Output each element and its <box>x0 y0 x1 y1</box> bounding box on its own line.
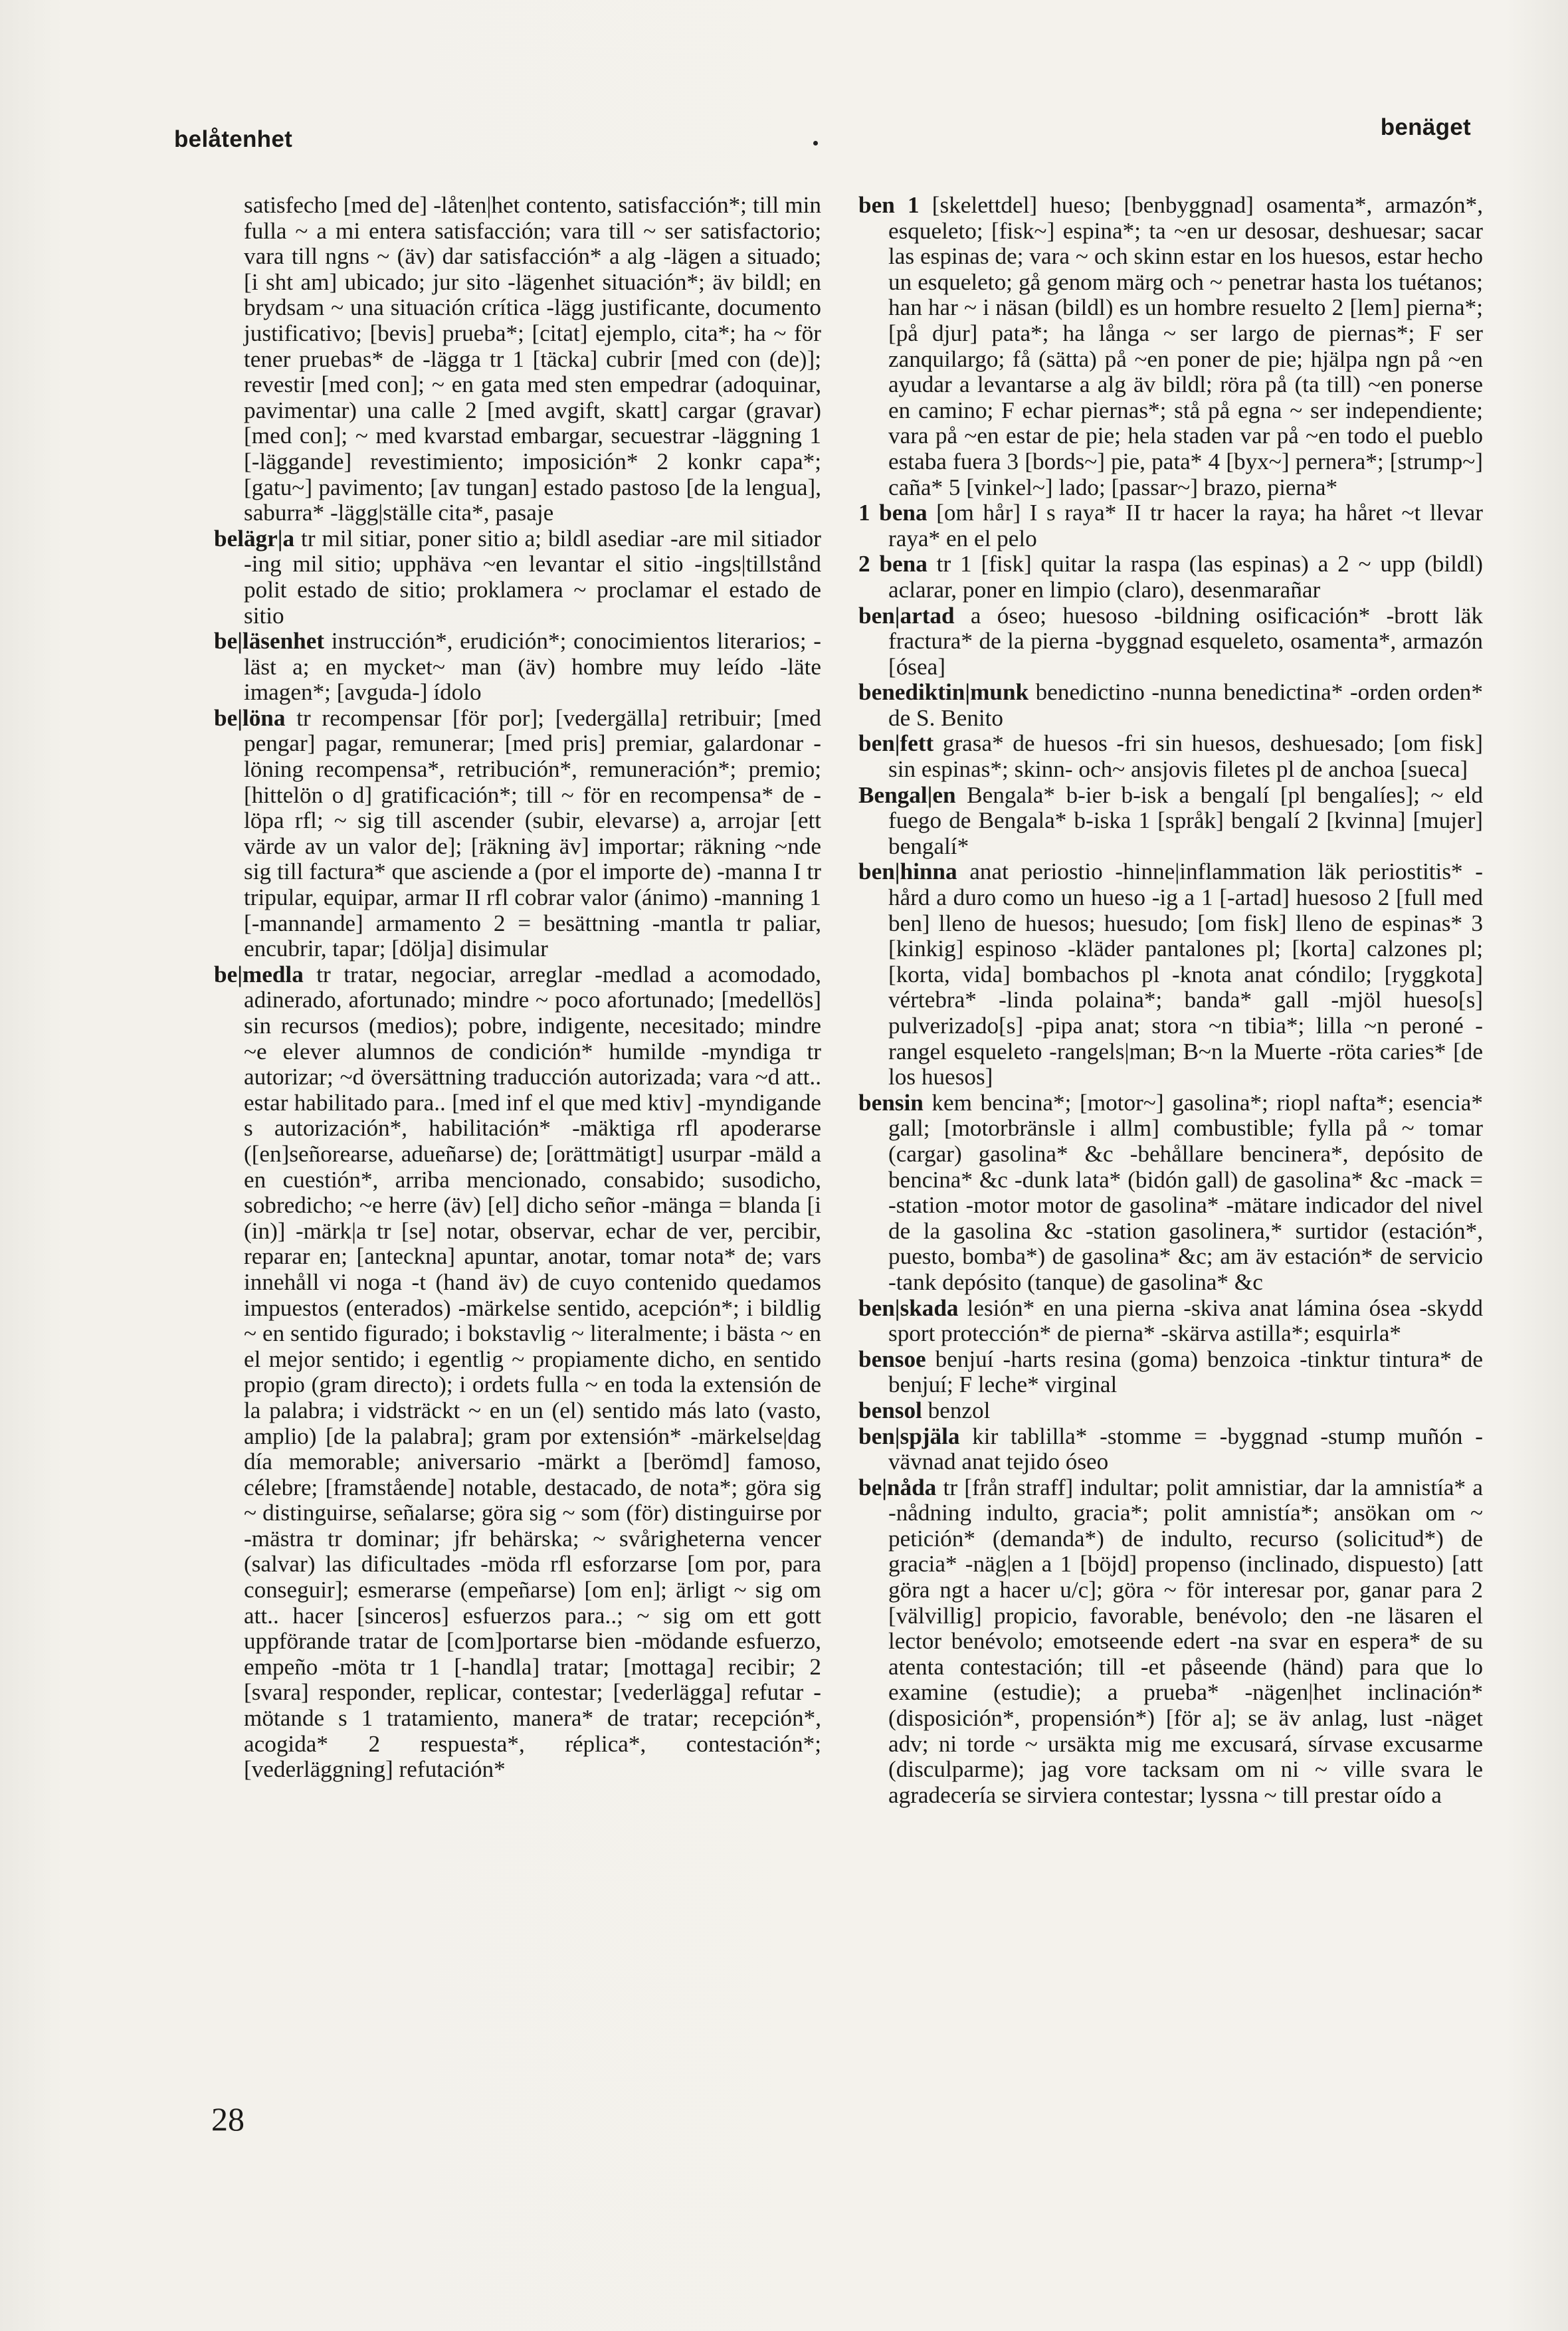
entry-headword: be|medla <box>214 961 304 987</box>
entry-text: anat periostio -hinne|inflammation läk periostitis* -hård a duro como un hueso -ig a 1 [-artad] huesoso 2 [full med ben] lleno de huesos; huesudo; [om fisk] lleno de espinas* 3 [kinkig] espinoso -kläder pantalones pl; [korta] calzones pl; [korta, vida] bombachos pl -knota anat cóndilo; [ryggkota] vértebra* -linda polaina*; banda* gall -mjöl hueso[s] pulverizado[s] -pipa anat; stora ~n tibia*; lilla ~n peroné -rangel esqueleto -rangels|man; B~n la Muerte -röta caries* [de los huesos] <box>888 859 1483 1090</box>
dictionary-entry <box>858 1424 1483 1475</box>
dictionary-entry <box>858 193 1483 500</box>
entry-headword: be|löna <box>214 704 286 731</box>
entry-text: tr mil sitiar, poner sitio a; bildl asediar -are mil sitiador -ing mil sitio; upphäva ~en levantar el sitio -ings|tillstånd polit estado de sitio; proklamera ~ proclamar el estado de sitio <box>244 525 821 629</box>
entry-headword: ben|artad <box>858 602 955 629</box>
entry-text: lesión* en una pierna -skiva anat lámina ósea -skydd sport protección* de pierna* -skärva astilla*; esquirla* <box>888 1294 1483 1347</box>
entry-headword: ben 1 <box>858 192 920 218</box>
entry-text: grasa* de huesos -fri sin huesos, deshuesado; [om fisk] sin espinas*; skinn- och~ ansjovis filetes pl de anchoa [sueca] <box>888 730 1483 783</box>
dictionary-entry <box>858 731 1483 782</box>
entry-text: kem bencina*; [motor~] gasolina*; riopl nafta*; esencia* gall; [motorbränsle i allm] combustible; fylla på ~ tomar (cargar) gasolina* &c -behållare bencinera*, depósito de bencina* &c -dunk lata* (bidón gall) de gasolina* &c -mack = -station -motor motor de gasolina* -mätare indicador del nivel de la gasolina &c -station gasolinera,* surtidor (estación*, puesto, bomba*) de gasolina* &c; am äv estación* de servicio -tank depósito (tanque) de gasolina* &c <box>888 1089 1483 1295</box>
entry-headword: ben|skada <box>858 1294 959 1321</box>
entry-headword: 2 bena <box>858 551 928 577</box>
entry-text: benedictino -nunna benedictina* -orden orden* de S. Benito <box>888 679 1483 731</box>
entry-text: tr 1 [fisk] quitar la raspa (las espinas) a 2 ~ upp (bildl) aclarar, poner en limpio (claro), desenmarañar <box>888 551 1484 603</box>
entry-headword: be|nåda <box>858 1474 937 1500</box>
entry-text: [skelettdel] hueso; [benbyggnad] osamenta*, armazón*, esqueleto; [fisk~] espina*; ta ~en ur desosar, deshuesar; sacar las espinas de; vara ~ och skinn estar en los huesos, estar hecho un esqueleto; gå genom märg och ~ penetrar hasta los tuétanos; han har ~ i näsan (bildl) es un hombre resuelto 2 [lem] pierna*; [på djur] pata*; ha långa ~ ser largo de piernas*; F ser zanquilargo; få (sätta) på ~en poner de pie; hjälpa ngn på ~en ayudar a levantarse a alg äv bildl; röra på (ta till) ~en ponerse en camino; F echar piernas*; stå på egna ~ ser independiente; vara på ~en estar de pie; hela staden var på ~en todo el pueblo estaba fuera 3 [bords~] pie, pata* 4 [byx~] pernera*; [strump~] caña* 5 [vinkel~] lado; [passar~] brazo, pierna* <box>888 192 1484 500</box>
dictionary-entry <box>858 552 1483 603</box>
dictionary-entry <box>858 1090 1483 1296</box>
dictionary-entry <box>858 859 1483 1090</box>
entry-text: instrucción*, erudición*; conocimientos literarios; -läst a; en mycket~ man (äv) hombre muy leído -läte imagen*; [avguda-] ídolo <box>244 628 821 706</box>
entry-headword: bensin <box>858 1089 924 1116</box>
header-dot <box>813 141 818 146</box>
dictionary-entry <box>214 962 821 1783</box>
entry-headword: 1 bena <box>858 500 928 526</box>
left-guide-word: belåtenhet <box>174 126 293 152</box>
page-number: 28 <box>211 2100 245 2138</box>
entry-headword: benediktin|munk <box>858 679 1029 706</box>
dictionary-entry <box>858 1296 1483 1347</box>
dictionary-entry <box>858 783 1483 860</box>
entry-text: benjuí -harts resina (goma) benzoica -tinktur tintura* de benjuí; F leche* virginal <box>888 1346 1483 1398</box>
entry-text: a óseo; huesoso -bildning osificación* -brott läk fractura* de la pierna -byggnad esqueleto, osamenta*, armazón [ósea] <box>888 602 1483 680</box>
dictionary-entry <box>858 680 1483 731</box>
right-guide-word: benäget <box>1380 114 1471 140</box>
entry-text: benzol <box>922 1397 991 1423</box>
dictionary-entry <box>214 629 821 706</box>
left-column <box>214 193 821 1783</box>
entry-headword: bensol <box>858 1397 922 1423</box>
entry-headword: ben|fett <box>858 730 934 757</box>
right-column <box>858 193 1483 1808</box>
dictionary-entry <box>214 526 821 629</box>
entry-text: [om hår] I s raya* II tr hacer la raya; ha håret ~t llevar raya* en el pelo <box>888 500 1483 552</box>
entry-text: kir tablilla* -stomme = -byggnad -stump muñón -vävnad anat tejido óseo <box>888 1423 1483 1475</box>
dictionary-entry <box>214 706 821 962</box>
dictionary-entry <box>214 193 821 526</box>
entry-headword: be|läsenhet <box>214 628 325 655</box>
entry-headword: Bengal|en <box>858 781 956 808</box>
entry-text: tr recompensar [för por]; [vedergälla] retribuir; [med pengar] pagar, remunerar; [med pris] premiar, galardonar -löning recompensa*, retribución*, remuneración*; premio; [hittelön o d] gratificación*; till ~ för en recompensa* de -löpa rfl; ~ sig till ascender (subir, elevarse) a, arrojar [ett värde av un valor de]; [räkning äv] importar; räkning ~nde sig till factura* que asciende a (por el importe de) -manna I tr tripular, equipar, armar II rfl cobrar valor (ánimo) -manning 1 [-mannande] armamento 2 = besättning -mantla tr paliar, encubrir, tapar; [dölja] disimular <box>244 704 821 962</box>
entry-text: Bengala* b-ier b-isk a bengalí [pl bengalíes]; ~ eld fuego de Bengala* b-iska 1 [språk] bengalí 2 [kvinna] [mujer] bengalí* <box>888 781 1483 859</box>
dictionary-entry <box>858 1347 1483 1398</box>
dictionary-entry <box>858 1398 1483 1424</box>
entry-text: tr tratar, negociar, arreglar -medlad a acomodado, adinerado, afortunado; mindre ~ poco afortunado; [medellös] sin recursos (medios); pobre, indigente, necesitado; mindre ~e elever alumnos de condición* humilde -myndiga tr autorizar; ~d översättning traducción autorizada; vara ~d att.. estar habilitado para.. [med inf el que med ktiv] -myndigande s autorización*, habilitación* -mäktiga rfl apoderarse ([en]señorearse, adueñarse) de; [orättmätigt] usurpar -mäld a en cuestión*, arriba mencionado, consabido; susodicho, sobredicho; ~e herre (äv) [el] dicho señor -mänga = blanda [i (in)] -märk|a tr [se] notar, observar, echar de ver, percibir, reparar en; [anteckna] apuntar, anotar, tomar nota* de; vars innehåll vi noga -t (hand äv) de cuyo contenido quedamos impuestos (enterados) -märkelse sentido, acepción*; i bildlig ~ en sentido figurado; i bokstavlig ~ literalmente; i bästa ~ en el mejor sentido; i egentlig ~ propiamente dicho, en sentido propio (gram directo); i ordets fulla ~ en toda la extensión de la palabra; i vidsträckt ~ en un (el) sentido más lato (vasto, amplio) [de la palabra]; gram por extensión* -märkelse|dag día memorable; aniversario -märkt a [berömd] famoso, célebre; [framstående] notable, destacado, de nota*; göra sig ~ distinguirse, señalarse; göra sig ~ som (för) distinguirse por -mästra tr dominar; jfr behärska; ~ svårigheterna vencer (salvar) las dificultades -möda rfl esforzarse [om por, para conseguir]; esmerarse (empeñarse) [om en]; ärligt ~ sig om att.. hacer [sinceros] esfuerzos para..; ~ sig om ett gott uppförande tratar de [com]portarse bien -mödande esfuerzo, empeño -möta tr 1 [-handla] tratar; [mottaga] recibir; 2 [svara] responder, replicar, contestar; [vederlägga] refutar -mötande s 1 tratamiento, manera* de tratar; recepción*, acogida* 2 respuesta*, réplica*, contestación*; [vederläggning] refutación* <box>244 961 821 1783</box>
entry-text: satisfecho [med de] -låten|het contento, satisfacción*; till min fulla ~ a mi entera satisfacción; vara till ~ ser satisfactorio; vara till ngns ~ (äv) dar satisfacción* a alg -lägen a situado; [i sht am] ubicado; jur sito -lägenhet situación*; äv bildl; en brydsam ~ una situación crítica -lägg justificante, documento justificativo; [bevis] prueba*; [citat] ejemplo, cita*; ha ~ för tener pruebas* de -lägga tr 1 [täcka] cubrir [med con (de)]; revestir [med con]; ~ en gata med sten empedrar (adoquinar, pavimentar) una calle 2 [med avgift, skatt] cargar (gravar) [med con]; ~ med kvarstad embargar, secuestrar -läggning 1 [-läggande] revestimiento; imposición* 2 konkr capa*; [gatu~] pavimento; [av tungan] estado pastoso [de la lengua], saburra* -lägg|ställe cita*, pasaje <box>244 192 821 526</box>
entry-headword: bensoe <box>858 1346 926 1372</box>
dictionary-entry <box>858 500 1483 552</box>
entry-headword: ben|spjäla <box>858 1423 960 1449</box>
dictionary-entry <box>858 603 1483 680</box>
dictionary-entry <box>858 1475 1483 1809</box>
entry-text: tr [från straff] indultar; polit amnistiar, dar la amnistía* a -nådning indulto, gracia*; polit amnistía*; ansökan om ~ petición* (demanda*) de indulto, recurso (solicitud*) de gracia* -näg|en a 1 [böjd] propenso (inclinado, dispuesto) [att göra ngt a hacer u/c]; göra ~ för interesar por, ganar para 2 [välvillig] propicio, favorable, benévolo; den -ne läsaren el lector benévolo; emotseende edert -na svar en espera* de su atenta contestación; till -et påseende (händ) para que lo examine (estudie); a prueba* -nägen|het inclinación* (disposición*, propensión*) [för a]; se äv anlag, lust -näget adv; ni torde ~ ursäkta mig me excusará, sírvase excusarme (disculparme); jag vore tacksam om ni ~ ville svara le agradecería se sirviera contestar; lyssna ~ till prestar oído a <box>888 1474 1483 1808</box>
entry-headword: belägr|a <box>214 525 295 552</box>
entry-headword: ben|hinna <box>858 859 957 885</box>
